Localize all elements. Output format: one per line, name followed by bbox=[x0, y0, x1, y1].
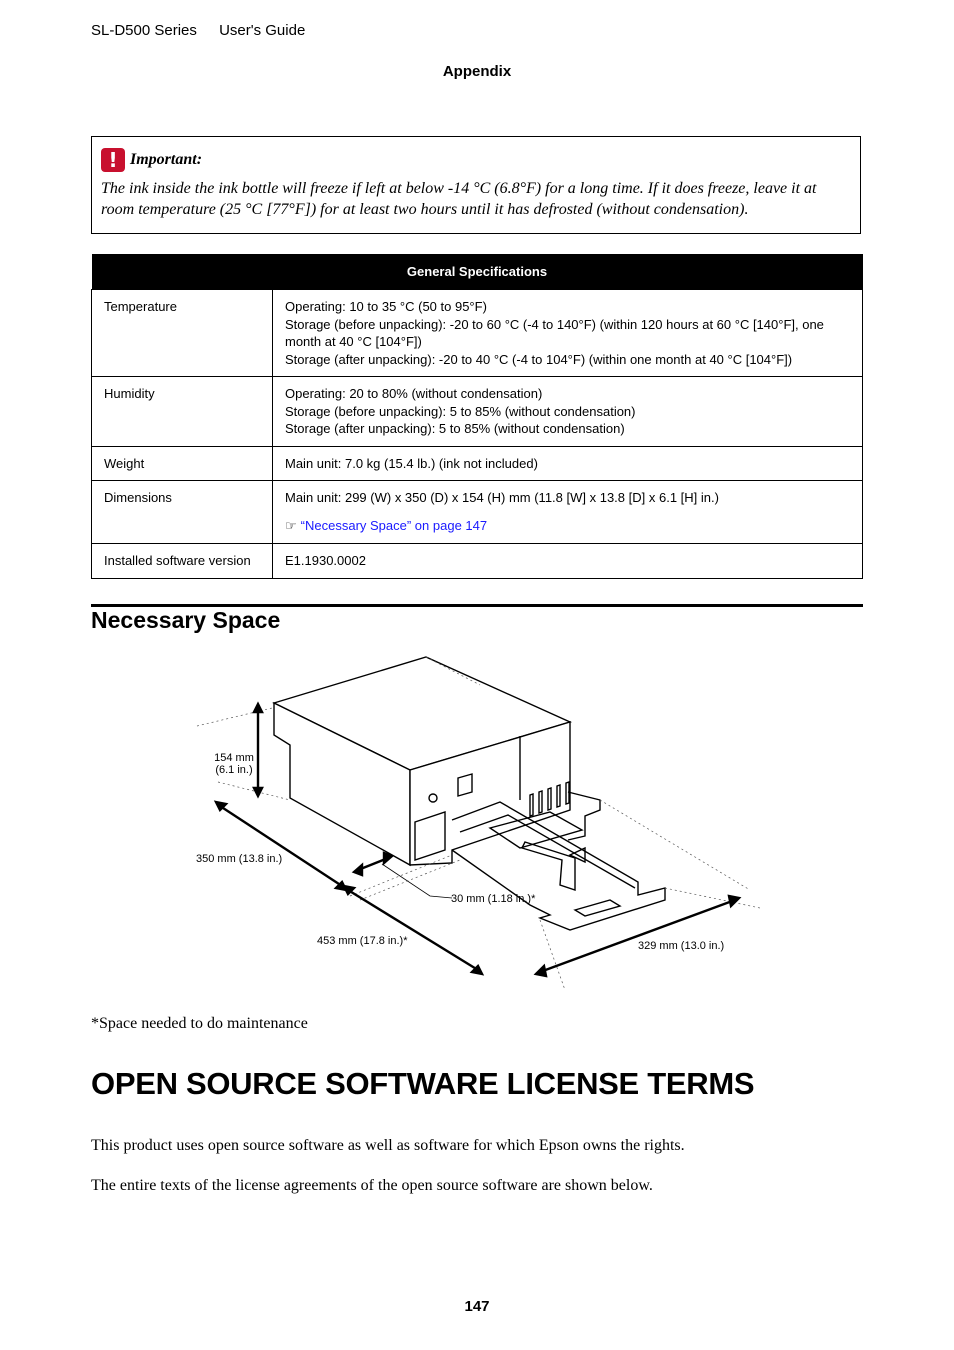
important-title bbox=[101, 148, 202, 172]
oss-paragraph-1: This product uses open source software as well as software for which Epson owns the rights. bbox=[91, 1137, 685, 1154]
necessary-space-link[interactable]: “Necessary Space” on page 147 bbox=[300, 517, 488, 533]
spec-key: Temperature bbox=[92, 290, 273, 377]
spec-value bbox=[273, 377, 863, 447]
spec-line: Storage (before unpacking): 5 to 85% (without condensation) bbox=[285, 403, 636, 419]
total-depth-label: 453 mm (17.8 in.)* bbox=[317, 935, 408, 947]
table-row bbox=[92, 446, 863, 481]
spec-line: Storage (before unpacking): -20 to 60 °C (-4 to 140°F) (within 120 hours at 60 °C [140°F], one month at 40 °C [104°F]) bbox=[285, 316, 824, 349]
height-label-in: (6.1 in.) bbox=[215, 764, 253, 776]
pointing-hand-icon: ☞ bbox=[285, 518, 297, 534]
important-label: Important: bbox=[130, 151, 203, 168]
important-text: The ink inside the ink bottle will freeze if left at below -14 °C (6.8°F) for a long time. If it does freeze, leave it at room temperature (25 °C [77°F]) for at least two hours until it has defrosted (without condensation). bbox=[101, 180, 817, 218]
necessary-space-heading: Necessary Space bbox=[91, 607, 281, 633]
table-row bbox=[92, 290, 863, 377]
spec-line: Storage (after unpacking): -20 to 40 °C (-4 to 104°F) (within one month at 40 °C [104°F]) bbox=[285, 351, 793, 367]
table-row bbox=[92, 544, 863, 579]
important-box bbox=[91, 136, 861, 234]
guide-name: User's Guide bbox=[219, 22, 306, 39]
cross-reference[interactable] bbox=[285, 517, 850, 536]
printer-drawing bbox=[274, 657, 665, 930]
width-label: 329 mm (13.0 in.) bbox=[638, 940, 725, 952]
exclamation-icon: ! bbox=[101, 148, 125, 172]
spec-line: Main unit: 299 (W) x 350 (D) x 154 (H) mm (11.8 [W] x 13.8 [D] x 6.1 [H] in.) bbox=[285, 490, 719, 505]
height-label: 154 mm bbox=[214, 752, 254, 764]
spec-value bbox=[273, 290, 863, 377]
gap-label: 30 mm (1.18 in.)* bbox=[451, 893, 536, 905]
running-header bbox=[91, 22, 323, 39]
spec-value bbox=[273, 544, 863, 579]
spec-value bbox=[273, 481, 863, 544]
product-name: SL-D500 Series bbox=[91, 22, 197, 39]
depth-label: 350 mm (13.8 in.) bbox=[196, 853, 283, 865]
spec-key: Dimensions bbox=[92, 481, 273, 544]
page-number: 147 bbox=[464, 1298, 490, 1315]
spec-line: Operating: 20 to 80% (without condensation) bbox=[285, 386, 543, 401]
spec-line: Operating: 10 to 35 °C (50 to 95°F) bbox=[285, 299, 487, 314]
spec-line: E1.1930.0002 bbox=[285, 553, 366, 568]
spec-key: Installed software version bbox=[92, 544, 273, 579]
spec-table-title: General Specifications bbox=[92, 254, 863, 290]
spec-line: Main unit: 7.0 kg (15.4 lb.) (ink not included) bbox=[285, 455, 538, 471]
spec-line: Storage (after unpacking): 5 to 85% (without condensation) bbox=[285, 421, 625, 436]
leader-line bbox=[382, 864, 452, 898]
spec-value bbox=[273, 446, 863, 481]
oss-paragraph-2: The entire texts of the license agreements of the open source software are shown below. bbox=[91, 1177, 653, 1194]
spec-key: Weight bbox=[92, 446, 273, 481]
section-title: Appendix bbox=[442, 63, 512, 80]
table-row bbox=[92, 481, 863, 544]
spec-key: Humidity bbox=[92, 377, 273, 447]
printer-dimensions-diagram bbox=[190, 650, 770, 1000]
spec-table bbox=[91, 254, 863, 579]
oss-heading: OPEN SOURCE SOFTWARE LICENSE TERMS bbox=[91, 1066, 755, 1101]
table-row bbox=[92, 377, 863, 447]
maintenance-note: *Space needed to do maintenance bbox=[91, 1015, 308, 1032]
